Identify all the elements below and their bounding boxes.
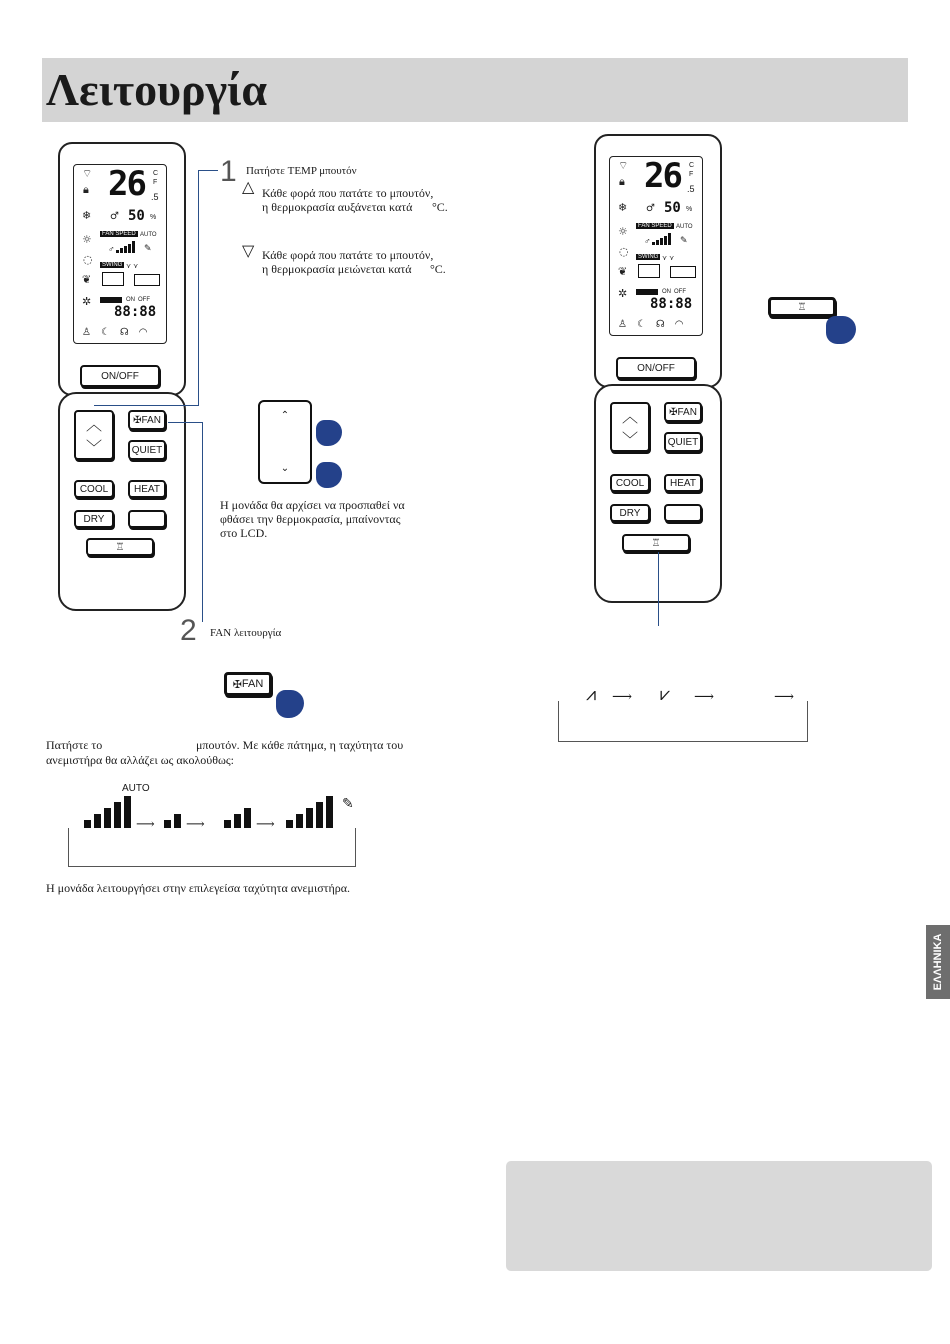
- language-tab-label: ΕΛΛΗΝΙΚΑ: [932, 933, 944, 991]
- humidity-unit: %: [686, 206, 693, 213]
- connector-line: [94, 405, 199, 406]
- heat-button[interactable]: HEAT: [664, 474, 702, 492]
- language-tab: [926, 925, 950, 999]
- dry-button[interactable]: DRY: [74, 510, 114, 528]
- cool-button[interactable]: COOL: [74, 480, 114, 498]
- swing-vertical-icon: [638, 264, 660, 278]
- dry-button[interactable]: DRY: [610, 504, 650, 522]
- step2-result: Η μονάδα λειτουργήσει στην επιλεγείσα ταχύτητα ανεμιστήρα.: [46, 881, 351, 895]
- lcd-fan-bar: [656, 240, 659, 245]
- up-triangle-icon: △: [242, 179, 255, 196]
- connector-line: [202, 422, 203, 622]
- lock-icon: 🔒︎: [83, 183, 89, 196]
- hand-icon: [316, 462, 342, 488]
- hand-icon: [316, 420, 342, 446]
- fan-level-bar: [94, 814, 101, 828]
- hand-icon: [826, 316, 856, 344]
- quiet-button[interactable]: QUIET: [664, 432, 702, 452]
- blank-button[interactable]: [128, 510, 166, 528]
- connector-line: [658, 552, 659, 626]
- temperature-digits: 26: [644, 156, 681, 196]
- fan-symbol-icon: ♂: [108, 244, 115, 254]
- arrow-icon: ⟶: [136, 816, 155, 831]
- fan-sequence-auto-label: AUTO: [122, 783, 150, 794]
- quiet-button[interactable]: QUIET: [128, 440, 166, 460]
- cool-button[interactable]: COOL: [610, 474, 650, 492]
- swing-button-icon: ♖: [797, 301, 807, 313]
- timer-off-label: OFF: [674, 289, 686, 295]
- swing-position-2-icon: ⩗: [660, 684, 671, 704]
- step1-up-unit: °C.: [432, 200, 448, 214]
- fan-pencil-icon: ✎: [144, 243, 152, 253]
- snowflake-icon: ❄: [618, 201, 628, 214]
- fan-level-bar: [326, 796, 333, 828]
- drop-icon: ◌: [619, 245, 629, 258]
- lcd-fan-bar: [120, 248, 123, 253]
- arrow-icon: ⟶: [774, 690, 795, 705]
- swing-illustration-button: [768, 297, 836, 317]
- note-box: [506, 1161, 932, 1271]
- bottom-icons: ♙☾☊◠: [618, 319, 694, 330]
- temp-updown-button[interactable]: [74, 410, 114, 460]
- step1-down-unit: °C.: [430, 262, 446, 276]
- lcd-fan-bar: [128, 244, 131, 253]
- fan-button[interactable]: [664, 402, 702, 422]
- fan-level-bar: [104, 808, 111, 828]
- step1-up-line1: Κάθε φορά που πατάτε το μπουτόν,: [262, 186, 434, 200]
- fan-symbol-icon: ♂: [644, 236, 651, 246]
- timer-on-label: ON: [126, 297, 135, 303]
- temp-updown-button[interactable]: [610, 402, 650, 452]
- fan-level-bar: [124, 796, 131, 828]
- arrow-icon: ⟶: [612, 690, 633, 705]
- swing-button-icon: ♖: [115, 541, 125, 553]
- fan-button-label: FAN: [141, 414, 161, 426]
- step2-press-text-b: μπουτόν. Με κάθε πάτημα, η ταχύτητα του: [196, 738, 404, 752]
- fan-illustration-label: FAN: [241, 678, 264, 690]
- fan-auto-label: AUTO: [140, 232, 157, 238]
- fan-button[interactable]: [128, 410, 166, 430]
- arrow-icon: ⟶: [186, 816, 205, 831]
- swing-icons: ⋎ ⋎: [126, 263, 139, 270]
- fan-level-bar: [316, 802, 323, 828]
- down-arrow-icon: ﹀: [85, 440, 102, 457]
- fan-level-bar: [84, 820, 91, 828]
- wifi-icon: ⌔: [618, 159, 629, 172]
- heat-button[interactable]: HEAT: [128, 480, 166, 498]
- remote-left: [58, 142, 190, 607]
- fan-level-bar: [114, 802, 121, 828]
- fan-auto-label: AUTO: [676, 224, 693, 230]
- down-triangle-icon: ▽: [242, 243, 255, 260]
- swing-position-1-icon: ⩘: [586, 684, 597, 704]
- humidity-icon: ♂: [646, 203, 655, 214]
- temp-unit-f: F: [689, 171, 694, 178]
- swing-horizontal-icon: [670, 266, 696, 278]
- onoff-button[interactable]: ON/OFF: [616, 357, 696, 379]
- fan-mode-icon: ✲: [82, 295, 92, 308]
- page-title: Λειτουργία: [46, 64, 268, 115]
- temp-unit-c: C: [153, 170, 159, 177]
- fan-level-bar: [174, 814, 181, 828]
- fan-pencil-icon: ✎: [680, 235, 688, 245]
- swing-sequence-return-line: [558, 701, 808, 742]
- temperature-digits: 26: [108, 164, 145, 204]
- updown-illustration: [258, 400, 312, 484]
- down-arrow-icon: ﹀: [621, 432, 638, 449]
- fan-speed-label: FAN SPEED: [638, 223, 672, 229]
- remote-right: [594, 134, 726, 599]
- fan-level-bar: [306, 808, 313, 828]
- swing-vertical-icon: [102, 272, 124, 286]
- connector-line: [168, 422, 202, 423]
- fan-level-bar: [296, 814, 303, 828]
- step1-up-line2: η θερμοκρασία αυξάνεται κατά: [262, 200, 413, 214]
- onoff-button[interactable]: ON/OFF: [80, 365, 160, 387]
- step2-press-line2: ανεμιστήρα θα αλλάζει ως ακολούθως:: [46, 753, 234, 767]
- snowflake-icon: ❄: [82, 209, 92, 222]
- up-shape-icon: ⌃: [280, 410, 290, 421]
- temp-decimal: .5: [687, 184, 695, 194]
- arrow-icon: ⟶: [694, 690, 715, 705]
- lcd-fan-bar: [660, 238, 663, 245]
- swing-icons: ⋎ ⋎: [662, 255, 675, 262]
- hand-icon: [276, 690, 304, 718]
- fan-icon: ✠: [669, 406, 678, 418]
- step2-heading: FAN λειτουργία: [210, 627, 282, 639]
- lcd-fan-bar: [664, 236, 667, 245]
- fan-pencil-icon: ✎: [342, 797, 354, 812]
- timer-block: [636, 289, 658, 295]
- swing-button-icon: ♖: [651, 537, 661, 549]
- step1-result-line3: στο LCD.: [220, 526, 268, 540]
- timer-on-label: ON: [662, 289, 671, 295]
- fan-button-label: FAN: [677, 406, 697, 418]
- fan-speed-label: FAN SPEED: [102, 231, 136, 237]
- lcd-fan-bar: [116, 250, 119, 253]
- step1-heading: Πατήστε TEMP μπουτόν: [246, 165, 357, 177]
- arrow-icon: ⟶: [256, 816, 275, 831]
- step1-down-line2: η θερμοκρασία μειώνεται κατά: [262, 262, 412, 276]
- swing-button[interactable]: [622, 534, 690, 552]
- swing-button[interactable]: [86, 538, 154, 556]
- humidity-unit: %: [150, 214, 157, 221]
- step1-result-line1: Η μονάδα θα αρχίσει να προσπαθεί να: [220, 498, 405, 512]
- lcd-fan-bar: [132, 241, 135, 253]
- fan-level-bar: [164, 820, 171, 828]
- step1-down-line1: Κάθε φορά που πατάτε το μπουτόν,: [262, 248, 434, 262]
- bottom-icons: ♙☾☊◠: [82, 327, 158, 338]
- step2-press-text-a: Πατήστε το: [46, 738, 103, 752]
- fan-level-bar: [286, 820, 293, 828]
- humidity-value: 50: [128, 208, 145, 224]
- timer-digits: 88:88: [650, 296, 693, 312]
- timer-block: [100, 297, 122, 303]
- timer-digits: 88:88: [114, 304, 157, 320]
- sun-icon: ☼: [82, 233, 92, 246]
- down-shape-icon: ⌄: [280, 463, 290, 474]
- up-arrow-icon: ︿: [85, 417, 102, 434]
- connector-line: [198, 170, 218, 171]
- temp-unit-f: F: [153, 179, 158, 186]
- leaf-icon: ❦: [618, 265, 628, 278]
- sun-icon: ☼: [618, 225, 628, 238]
- lcd-fan-bar: [652, 242, 655, 245]
- step1-number: 1: [220, 155, 237, 188]
- fan-level-bar: [234, 814, 241, 828]
- connector-line: [198, 170, 199, 406]
- lcd-fan-bar: [668, 233, 671, 245]
- temp-unit-c: C: [689, 162, 695, 169]
- fan-mode-icon: ✲: [618, 287, 628, 300]
- fan-icon: ✠: [133, 414, 142, 426]
- lcd-fan-bar: [124, 246, 127, 253]
- up-arrow-icon: ︿: [621, 409, 638, 426]
- fan-level-bar: [224, 820, 231, 828]
- fan-illustration-button: [224, 672, 272, 696]
- humidity-icon: ♂: [110, 211, 119, 222]
- fan-sequence-return-line: [68, 828, 356, 867]
- step1-result-line2: φθάσει την θερμοκρασία, μπαίνοντας: [220, 512, 401, 526]
- blank-button[interactable]: [664, 504, 702, 522]
- fan-level-bar: [244, 808, 251, 828]
- swing-horizontal-icon: [134, 274, 160, 286]
- lock-icon: 🔒︎: [619, 175, 625, 188]
- drop-icon: ◌: [83, 253, 93, 266]
- temp-decimal: .5: [151, 192, 159, 202]
- humidity-value: 50: [664, 200, 681, 216]
- swing-label: SWING: [638, 254, 659, 260]
- wifi-icon: ⌔: [82, 167, 93, 180]
- swing-label: SWING: [102, 262, 123, 268]
- timer-off-label: OFF: [138, 297, 150, 303]
- fan-icon: ✠: [232, 678, 242, 691]
- leaf-icon: ❦: [82, 273, 92, 286]
- step2-number: 2: [180, 614, 197, 647]
